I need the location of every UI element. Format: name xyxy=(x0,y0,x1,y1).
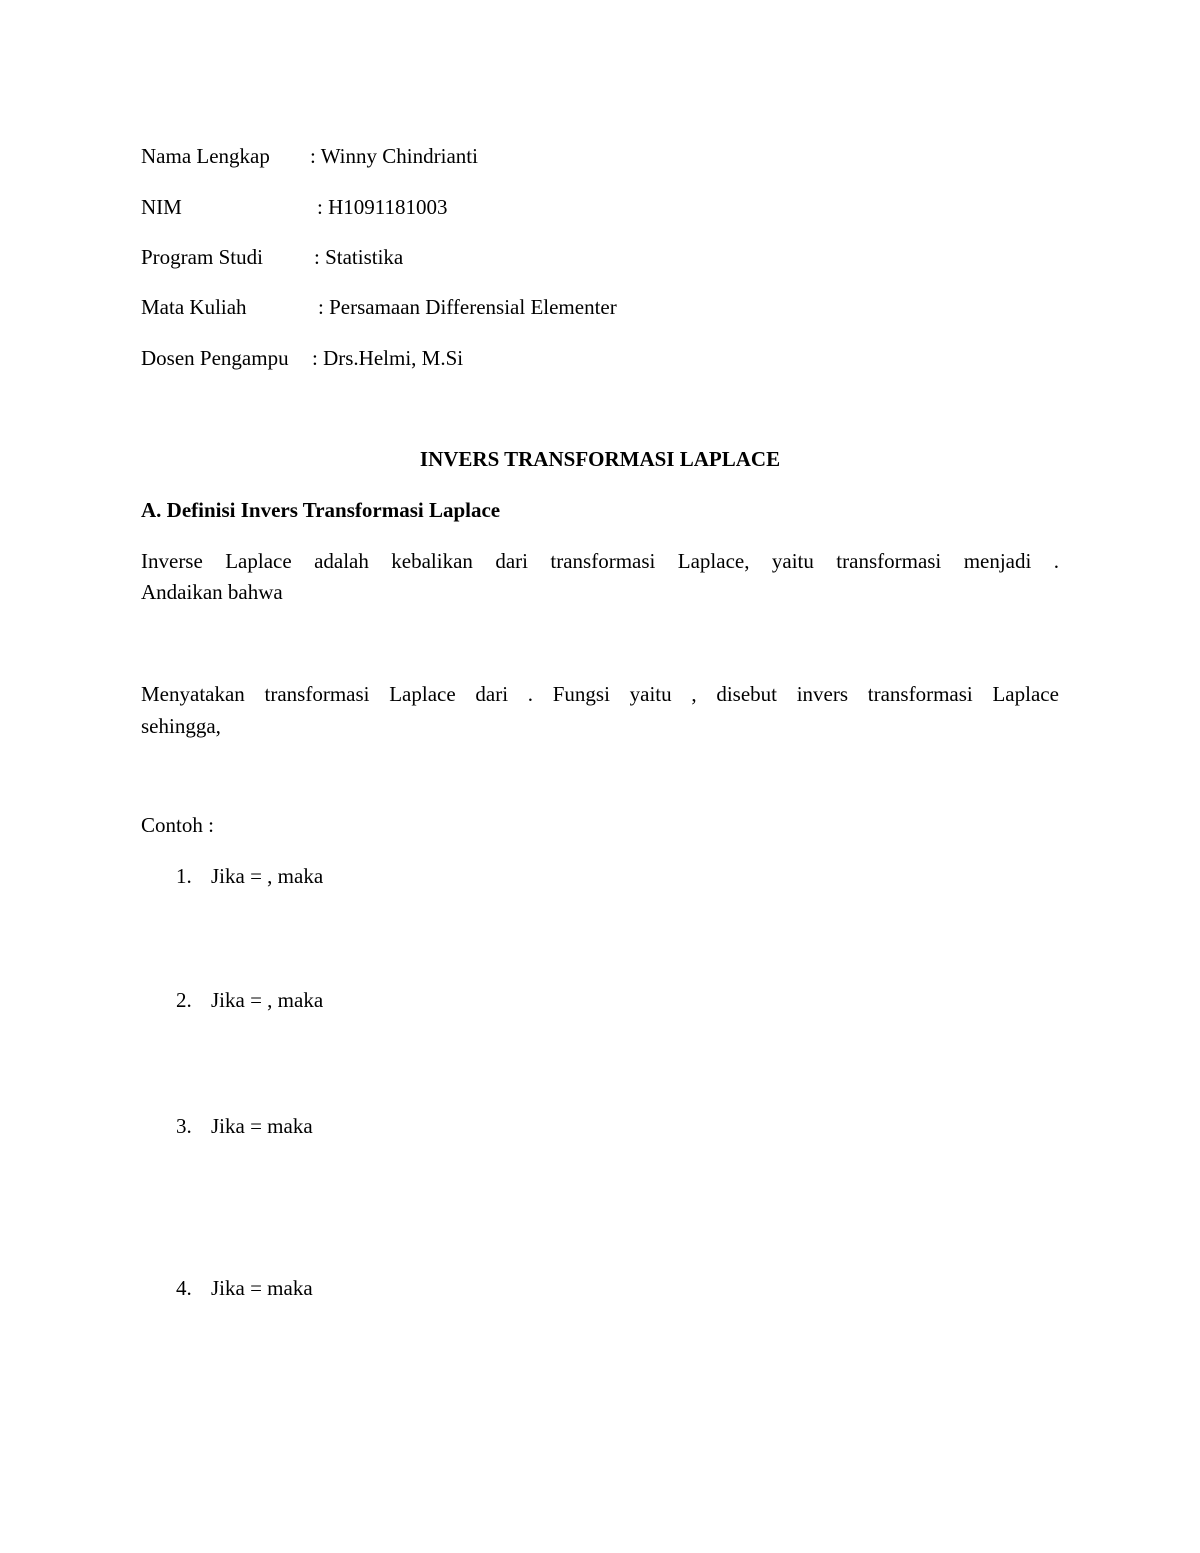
word: transformasi xyxy=(836,549,942,573)
paragraph-1-line-2: Andaikan bahwa xyxy=(141,580,283,604)
word: Inverse xyxy=(141,549,203,573)
word: Menyatakan xyxy=(141,682,245,706)
nim-label: NIM xyxy=(141,195,182,219)
name-value: : Winny Chindrianti xyxy=(310,144,478,168)
section-a-heading: A. Definisi Invers Transformasi Laplace xyxy=(141,498,501,522)
word: transformasi xyxy=(867,682,973,706)
word: disebut xyxy=(716,682,777,706)
word: Laplace xyxy=(992,682,1059,706)
word: . xyxy=(527,682,534,706)
course-label: Mata Kuliah xyxy=(141,295,247,319)
word: yaitu xyxy=(771,549,814,573)
course-value: : Persamaan Differensial Elementer xyxy=(318,295,617,319)
word: adalah xyxy=(314,549,369,573)
lecturer-label: Dosen Pengampu xyxy=(141,346,289,370)
word: dari xyxy=(495,549,528,573)
word: , xyxy=(691,682,697,706)
word: dari xyxy=(475,682,509,706)
example-text: Jika = , maka xyxy=(211,864,324,888)
program-value: : Statistika xyxy=(314,245,404,269)
example-text: Jika = maka xyxy=(211,1276,313,1300)
word: transformasi xyxy=(264,682,370,706)
example-text: Jika = , maka xyxy=(211,988,324,1012)
example-number: 3. xyxy=(176,1114,192,1138)
word: Fungsi xyxy=(552,682,610,706)
word: transformasi xyxy=(550,549,656,573)
word: Laplace, xyxy=(677,549,750,573)
program-label: Program Studi xyxy=(141,245,263,269)
example-label: Contoh : xyxy=(141,813,214,837)
word: kebalikan xyxy=(391,549,473,573)
example-number: 1. xyxy=(176,864,192,888)
example-number: 4. xyxy=(176,1276,192,1300)
paragraph-2-line-2: sehingga, xyxy=(141,714,221,738)
name-label: Nama Lengkap xyxy=(141,144,270,168)
document-title: INVERS TRANSFORMASI LAPLACE xyxy=(419,447,781,471)
example-text: Jika = maka xyxy=(211,1114,313,1138)
word: Laplace xyxy=(389,682,456,706)
example-number: 2. xyxy=(176,988,192,1012)
word: yaitu xyxy=(629,682,672,706)
word: . xyxy=(1053,549,1059,573)
nim-value: : H1091181003 xyxy=(317,195,448,219)
lecturer-value: : Drs.Helmi, M.Si xyxy=(312,346,464,370)
paragraph-2-line-1 xyxy=(141,684,1059,705)
paragraph-1-line-1 xyxy=(141,551,1059,572)
word: menjadi xyxy=(963,549,1032,573)
word: invers xyxy=(796,682,849,706)
word: Laplace xyxy=(225,549,292,573)
